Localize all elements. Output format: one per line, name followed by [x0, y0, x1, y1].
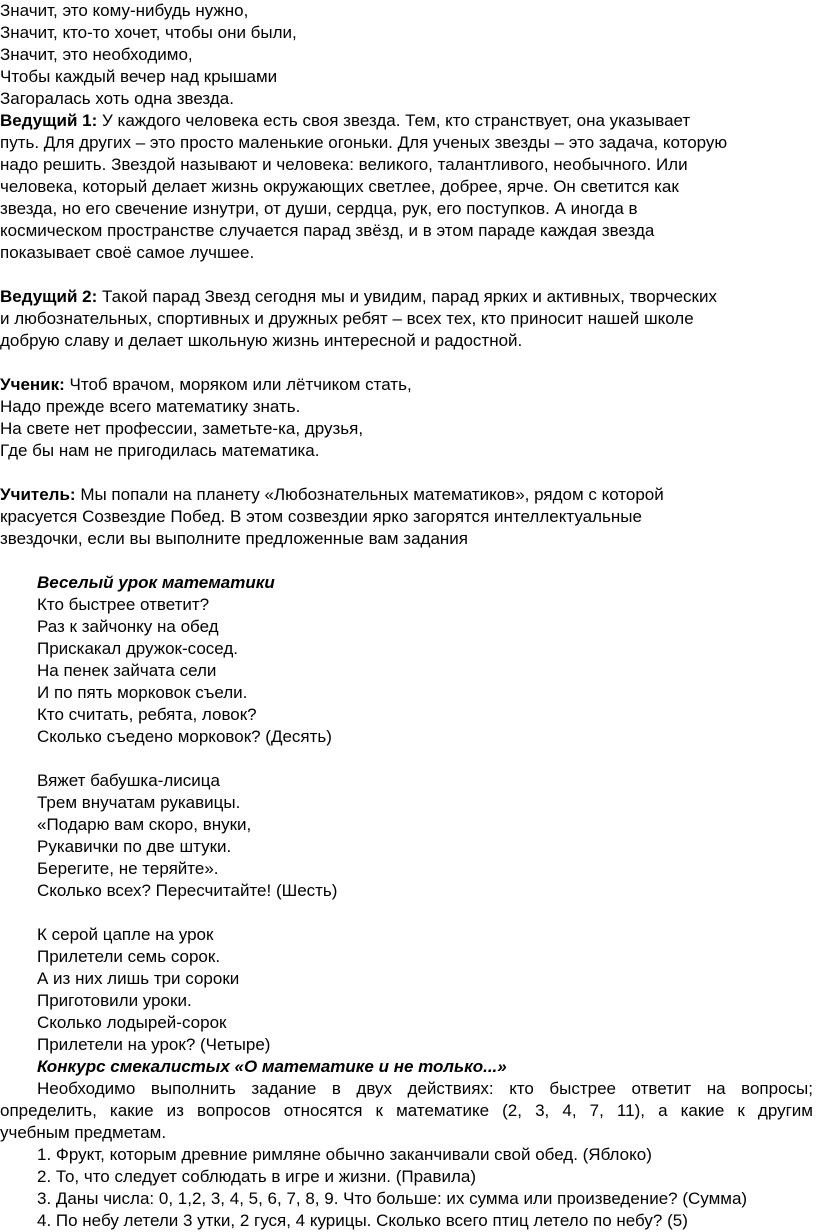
host1-line: показывает своё самое лучшее. [0, 243, 255, 262]
teacher-line: красуется Созвездие Побед. В этом созвездии ярко загорятся интеллектуальные [0, 507, 642, 526]
riddle2-line: Вяжет бабушка-лисица [37, 771, 220, 790]
poem-line: Чтобы каждый вечер над крышами [0, 67, 278, 86]
contest-text-line: учебным предметам. [0, 1123, 167, 1142]
host2-text: Такой парад Звезд сегодня мы и увидим, парад ярких и активных, творческих [97, 287, 717, 306]
host1-text: У каждого человека есть своя звезда. Тем, кто странствует, она указывает [97, 111, 691, 130]
teacher-line [0, 484, 664, 506]
host1-speaker: Ведущий 1: [0, 111, 98, 130]
riddle2-line: Трем внучатам рукавицы. [37, 793, 241, 812]
poem-line: Загоралась хоть одна звезда. [0, 89, 234, 108]
teacher-text: Мы попали на планету «Любознательных математиков», рядом с которой [75, 485, 664, 504]
host1-line: космическом пространстве случается парад звёзд, и в этом параде каждая звезда [0, 221, 655, 240]
student-line: Где бы нам не пригодилась математика. [0, 441, 320, 460]
contest-title: Конкурс смекалистых «О математике и не только...» [37, 1057, 507, 1076]
riddle2-line: Рукавички по две штуки. [37, 837, 232, 856]
host2-line: и любознательных, спортивных и дружных ребят – всех тех, кто приносит нашей школе [0, 309, 694, 328]
question-item: 4. По небу летели 3 утки, 2 гуся, 4 курицы. Сколько всего птиц летело по небу? (5) [37, 1211, 688, 1230]
poem-line: Значит, это кому-нибудь нужно, [0, 1, 249, 20]
host2-line: добрую славу и делает школьную жизнь интересной и радостной. [0, 331, 523, 350]
riddle3-line: Прилетели на урок? (Четыре) [37, 1035, 271, 1054]
student-line: Надо прежде всего математику знать. [0, 397, 301, 416]
host1-line [0, 110, 690, 132]
riddle3-line: К серой цапле на урок [37, 925, 214, 944]
student-line: На свете нет профессии, заметьте-ка, друзья, [0, 419, 364, 438]
riddle1-line: На пенек зайчата сели [37, 661, 217, 680]
poem-line: Значит, это необходимо, [0, 45, 193, 64]
riddle2-line: «Подарю вам скоро, внуки, [37, 815, 252, 834]
question-item: 2. То, что следует соблюдать в игре и жизни. (Правила) [37, 1167, 477, 1186]
riddle1-line: Кто быстрее ответит? [37, 595, 210, 614]
contest-text-line: Необходимо выполнить задание в двух действиях: кто быстрее ответит на вопросы; [37, 1079, 813, 1098]
question-item: 3. Даны числа: 0, 1,2, 3, 4, 5, 6, 7, 8, 9. Что больше: их сумма или произведение? (Сумма) [37, 1189, 748, 1208]
host1-line: человека, который делает жизнь окружающих светлее, добрее, ярче. Он светится как [0, 177, 679, 196]
host2-line [0, 286, 717, 308]
teacher-line: звездочки, если вы выполните предложенные вам задания [0, 529, 469, 548]
host2-speaker: Ведущий 2: [0, 287, 98, 306]
riddle3-line: Приготовили уроки. [37, 991, 192, 1010]
question-item: 1. Фрукт, которым древние римляне обычно заканчивали свой обед. (Яблоко) [37, 1145, 652, 1164]
host1-line: надо решить. Звездой называют и человека: великого, талантливого, необычного. Или [0, 155, 688, 174]
riddle2-line: Берегите, не теряйте». [37, 859, 219, 878]
student-text: Чтоб врачом, моряком или лётчиком стать, [64, 375, 412, 394]
riddle1-line: Сколько съедено морковок? (Десять) [37, 727, 332, 746]
riddle2-line: Сколько всех? Пересчитайте! (Шесть) [37, 881, 338, 900]
student-speaker: Ученик: [0, 375, 65, 394]
riddle3-line: Сколько лодырей-сорок [37, 1013, 227, 1032]
poem-line: Значит, кто-то хочет, чтобы они были, [0, 23, 297, 42]
lesson-title: Веселый урок математики [37, 573, 275, 592]
riddle1-line: Кто считать, ребята, ловок? [37, 705, 257, 724]
riddle1-line: Раз к зайчонку на обед [37, 617, 219, 636]
riddle1-line: И по пять морковок съели. [37, 683, 248, 702]
riddle3-line: А из них лишь три сороки [37, 969, 240, 988]
host1-line: звезда, но его свечение изнутри, от души, сердца, рук, его поступков. А иногда в [0, 199, 638, 218]
teacher-speaker: Учитель: [0, 485, 76, 504]
riddle3-line: Прилетели семь сорок. [37, 947, 221, 966]
riddle1-line: Прискакал дружок-сосед. [37, 639, 239, 658]
student-line [0, 374, 412, 396]
contest-text-line: определить, какие из вопросов относятся к математике (2, 3, 4, 7, 11), а какие к другим [0, 1101, 813, 1120]
host1-line: путь. Для других – это просто маленькие огоньки. Для ученых звезды – это задача, которую [0, 133, 728, 152]
